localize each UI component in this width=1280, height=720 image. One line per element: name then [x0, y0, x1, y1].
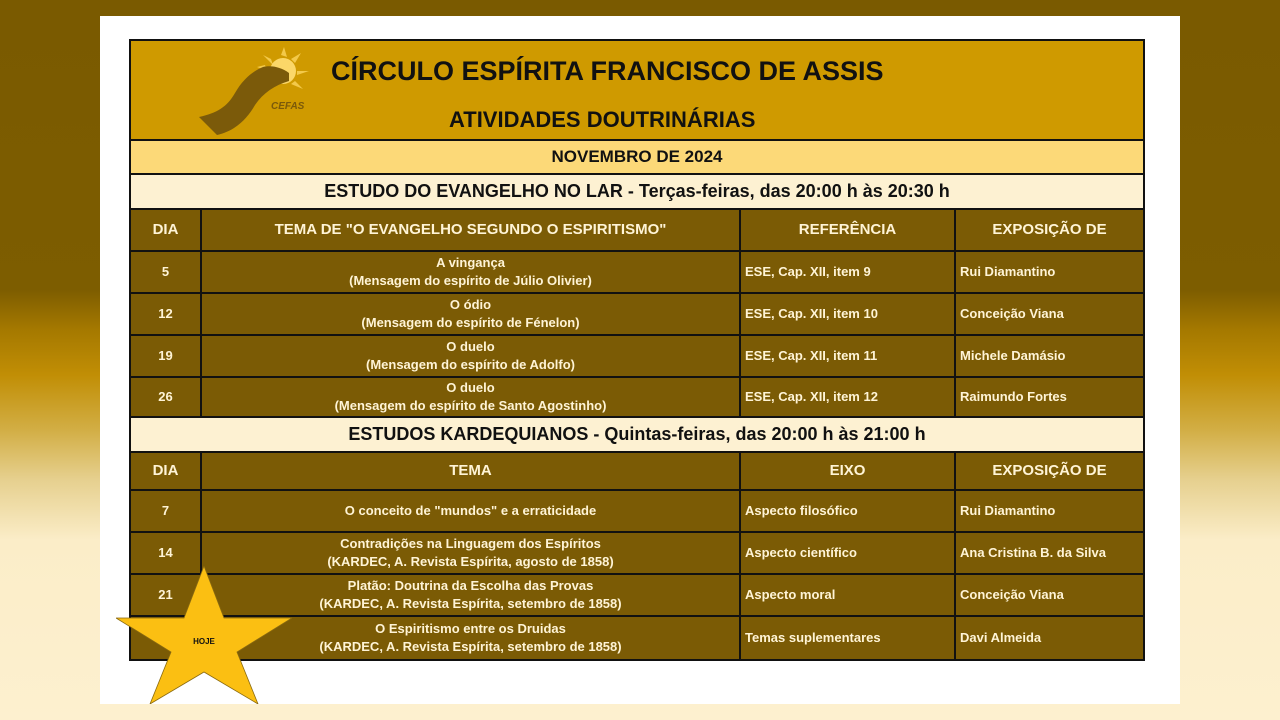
- tema-title: Contradições na Linguagem dos Espíritos: [340, 536, 601, 552]
- tema-subtitle: (Mensagem do espírito de Fénelon): [361, 315, 580, 330]
- tema-subtitle: (KARDEC, A. Revista Espírita, setembro de 1858): [319, 596, 622, 611]
- today-badge-label: HOJE: [193, 637, 215, 646]
- table-row: [131, 378, 1143, 418]
- cell-tema: [202, 294, 741, 334]
- cell-dia: 14: [131, 533, 202, 573]
- cell-tema: [202, 252, 741, 292]
- col-header-referencia: REFERÊNCIA: [741, 210, 956, 250]
- tema-title: O ódio: [449, 297, 492, 313]
- star-icon: [116, 566, 292, 704]
- cell-referencia: ESE, Cap. XII, item 12: [741, 378, 956, 416]
- cell-dia: 12: [131, 294, 202, 334]
- tema-title: O Espiritismo entre os Druidas: [375, 621, 566, 637]
- page-subtitle: ATIVIDADES DOUTRINÁRIAS: [449, 107, 756, 132]
- cell-exposicao: Conceição Viana: [956, 575, 1143, 615]
- cell-exposicao: Conceição Viana: [956, 294, 1143, 334]
- cell-exposicao: Davi Almeida: [956, 617, 1143, 659]
- cell-tema: [202, 336, 741, 376]
- org-title: CÍRCULO ESPÍRITA FRANCISCO DE ASSIS: [331, 56, 884, 86]
- cell-eixo: Temas suplementares: [741, 617, 956, 659]
- cell-eixo: Aspecto moral: [741, 575, 956, 615]
- cell-eixo: Aspecto filosófico: [741, 491, 956, 531]
- cell-exposicao: Rui Diamantino: [956, 491, 1143, 531]
- col-header-exposicao: EXPOSIÇÃO DE: [956, 210, 1143, 250]
- tema-subtitle: (Mensagem do espírito de Júlio Olivier): [349, 273, 592, 288]
- table-row: [131, 336, 1143, 378]
- section-evangelho-title: ESTUDO DO EVANGELHO NO LAR - Terças-feiras, das 20:00 h às 20:30 h: [131, 175, 1143, 210]
- tema-title: O duelo: [446, 380, 495, 396]
- cell-exposicao: Ana Cristina B. da Silva: [956, 533, 1143, 573]
- col-header-exposicao: EXPOSIÇÃO DE: [956, 453, 1143, 489]
- tema-title: O duelo: [446, 339, 495, 355]
- cell-referencia: ESE, Cap. XII, item 9: [741, 252, 956, 292]
- section-kardequianos-title: ESTUDOS KARDEQUIANOS - Quintas-feiras, das 20:00 h às 21:00 h: [131, 418, 1143, 453]
- cell-dia: 21: [131, 575, 202, 615]
- tema-subtitle: (KARDEC, A. Revista Espírita, agosto de 1858): [327, 554, 614, 569]
- cell-referencia: ESE, Cap. XII, item 11: [741, 336, 956, 376]
- tema-title: A vingança: [436, 255, 505, 271]
- tema-title: O conceito de "mundos" e a erraticidade: [344, 503, 597, 519]
- cell-tema: [202, 491, 741, 531]
- table-row: [131, 294, 1143, 336]
- col-header-dia: DIA: [131, 210, 202, 250]
- col-header-eixo: EIXO: [741, 453, 956, 489]
- col-header-dia: DIA: [131, 453, 202, 489]
- cell-tema: [202, 378, 741, 416]
- cell-dia: 5: [131, 252, 202, 292]
- tema-subtitle: (KARDEC, A. Revista Espírita, setembro de 1858): [319, 639, 622, 654]
- table-row: [131, 491, 1143, 533]
- cell-referencia: ESE, Cap. XII, item 10: [741, 294, 956, 334]
- cell-exposicao: Michele Damásio: [956, 336, 1143, 376]
- cell-exposicao: Raimundo Fortes: [956, 378, 1143, 416]
- col-header-tema: TEMA DE "O EVANGELHO SEGUNDO O ESPIRITISMO": [202, 210, 741, 250]
- cell-exposicao: Rui Diamantino: [956, 252, 1143, 292]
- tema-subtitle: (Mensagem do espírito de Adolfo): [366, 357, 575, 372]
- cell-dia: 26: [131, 378, 202, 416]
- title-block: [131, 41, 1143, 141]
- cell-dia: 19: [131, 336, 202, 376]
- col-header-tema: TEMA: [202, 453, 741, 489]
- table-header-row: [131, 210, 1143, 252]
- cell-dia: 7: [131, 491, 202, 531]
- table-row: [131, 252, 1143, 294]
- month-label: NOVEMBRO DE 2024: [131, 141, 1143, 175]
- tema-subtitle: (Mensagem do espírito de Santo Agostinho): [334, 398, 607, 413]
- table-header-row: [131, 453, 1143, 491]
- cell-eixo: Aspecto científico: [741, 533, 956, 573]
- tema-title: Platão: Doutrina da Escolha das Provas: [347, 578, 594, 594]
- svg-text:CEFAS: CEFAS: [271, 101, 305, 112]
- cefas-logo-icon: [191, 47, 311, 137]
